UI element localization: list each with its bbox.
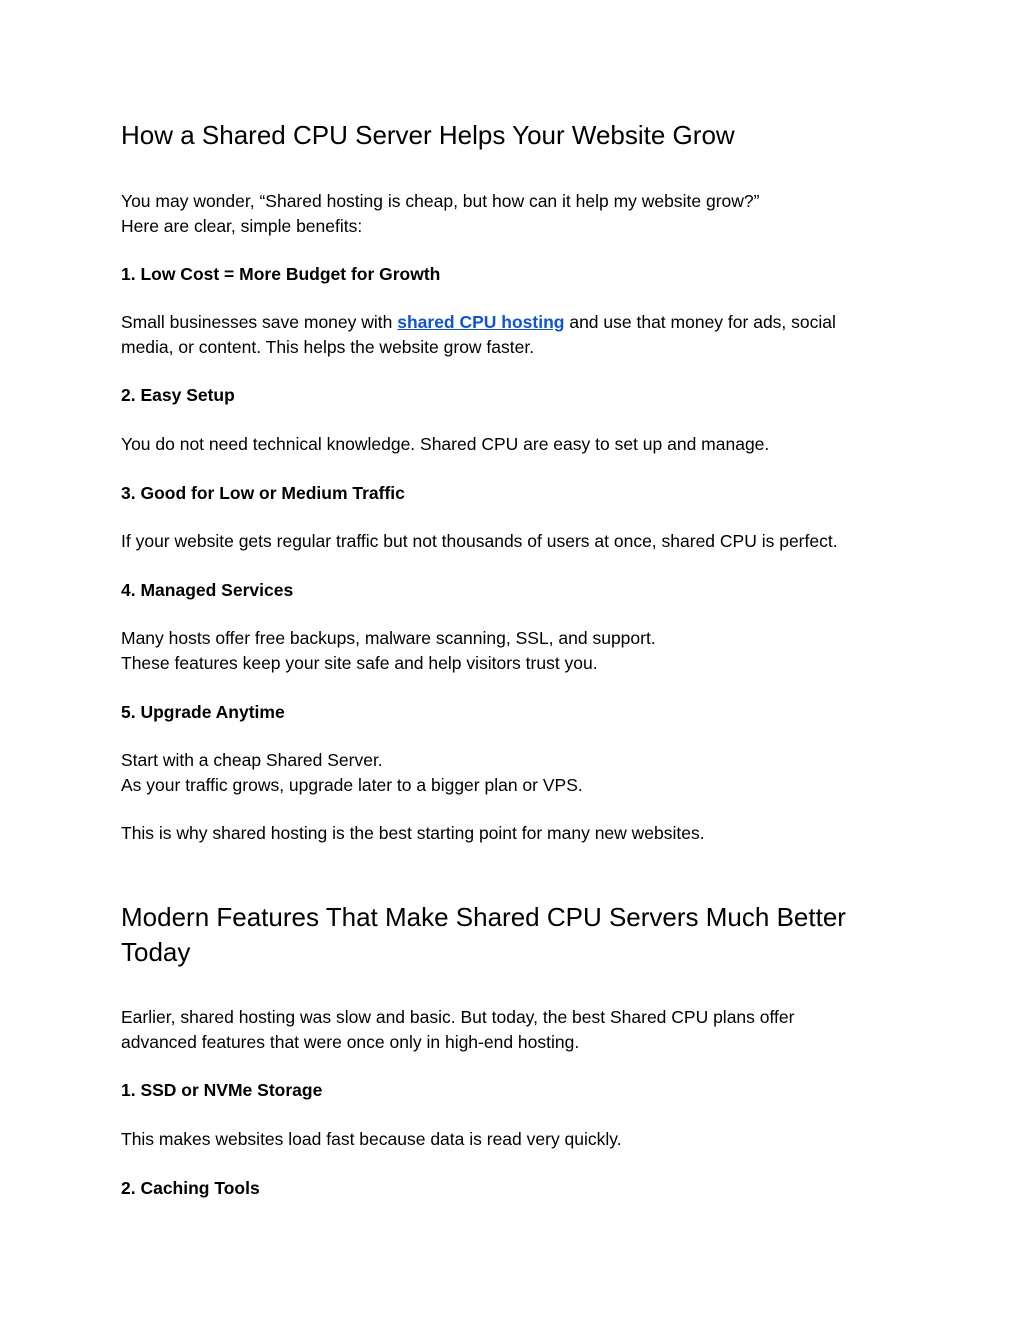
- benefit-paragraph: [121, 432, 901, 457]
- intro-paragraph: [121, 1005, 901, 1054]
- feature-paragraph: [121, 1127, 901, 1152]
- paragraph-line: You do not need technical knowledge. Shared CPU are easy to set up and manage.: [121, 434, 770, 454]
- intro-paragraph: [121, 189, 901, 238]
- feature-heading: 1. SSD or NVMe Storage: [121, 1080, 323, 1100]
- intro-line: Here are clear, simple benefits:: [121, 215, 363, 236]
- title-line: Modern Features That Make Shared CPU Servers Much Better: [121, 902, 846, 932]
- intro-line: advanced features that were once only in high-end hosting.: [121, 1031, 580, 1052]
- paragraph-line: As your traffic grows, upgrade later to a bigger plan or VPS.: [121, 774, 583, 795]
- intro-line: You may wonder, “Shared hosting is cheap, but how can it help my website grow?”: [121, 191, 760, 211]
- benefit-paragraph: [121, 626, 901, 675]
- closing-paragraph: [121, 821, 901, 846]
- text-segment: Small businesses save money with: [121, 312, 398, 332]
- feature-heading: 2. Caching Tools: [121, 1178, 260, 1198]
- paragraph-line: These features keep your site safe and help visitors trust you.: [121, 652, 598, 673]
- paragraph-line: If your website gets regular traffic but not thousands of users at once, shared CPU is perfect.: [121, 531, 838, 551]
- section-title: [121, 900, 846, 970]
- benefit-paragraph: [121, 529, 901, 554]
- benefit-heading: 2. Easy Setup: [121, 385, 235, 405]
- paragraph-line: This makes websites load fast because data is read very quickly.: [121, 1129, 622, 1149]
- shared-cpu-hosting-link[interactable]: shared CPU hosting: [397, 312, 565, 332]
- paragraph-line: Many hosts offer free backups, malware scanning, SSL, and support.: [121, 628, 656, 648]
- section-title: How a Shared CPU Server Helps Your Website Grow: [121, 120, 735, 150]
- paragraph-line: [121, 310, 901, 335]
- intro-line: Earlier, shared hosting was slow and basic. But today, the best Shared CPU plans offer: [121, 1007, 795, 1027]
- paragraph-line: media, or content. This helps the website grow faster.: [121, 336, 535, 357]
- benefit-paragraph: [121, 310, 901, 359]
- benefit-paragraph: [121, 748, 901, 797]
- benefit-heading: 1. Low Cost = More Budget for Growth: [121, 264, 441, 284]
- benefit-heading: 3. Good for Low or Medium Traffic: [121, 483, 405, 503]
- title-line: Today: [121, 937, 191, 967]
- paragraph-line: Start with a cheap Shared Server.: [121, 750, 383, 770]
- benefit-heading: 5. Upgrade Anytime: [121, 702, 285, 722]
- paragraph-line: This is why shared hosting is the best starting point for many new websites.: [121, 823, 705, 843]
- benefit-heading: 4. Managed Services: [121, 580, 294, 600]
- text-segment: and use that money for ads, social: [564, 312, 836, 332]
